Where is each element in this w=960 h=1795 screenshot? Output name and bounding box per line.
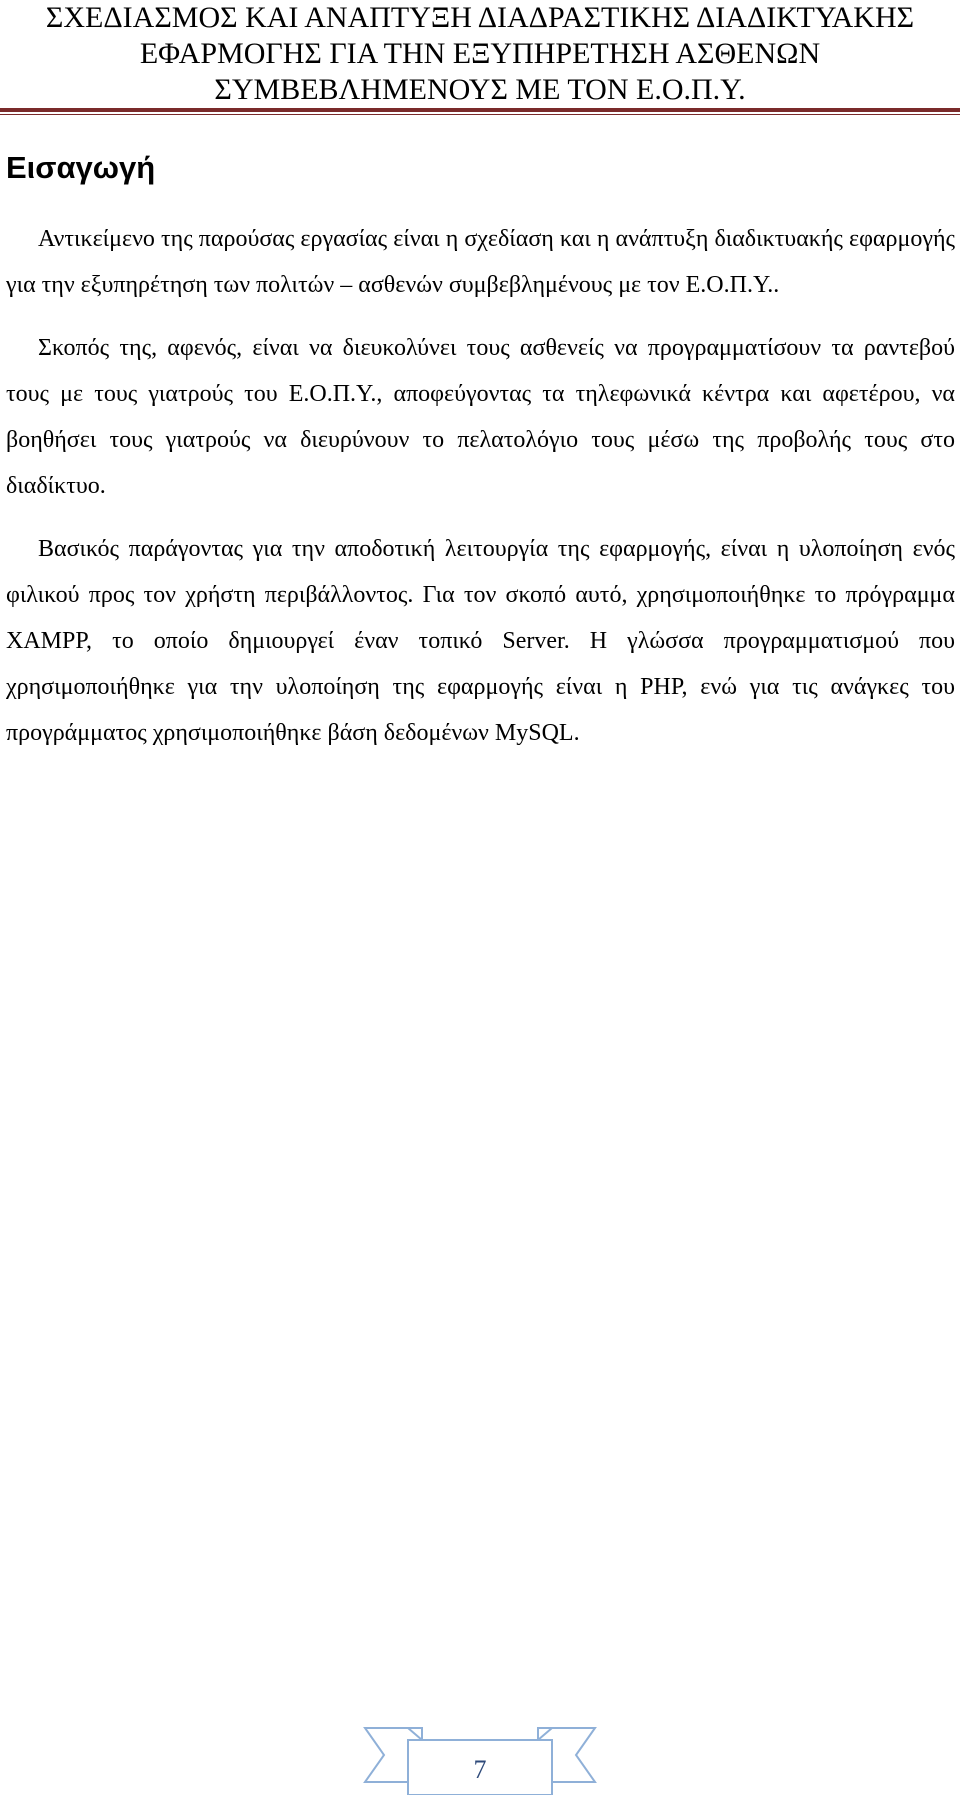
page-number-ribbon bbox=[362, 1720, 598, 1795]
page-number: 7 bbox=[473, 1755, 487, 1784]
page-header bbox=[0, 0, 960, 108]
paragraph-implementation: Βασικός παράγοντας για την αποδοτική λειτουργία της εφαρμογής, είναι η υλοποίηση ενός φιλικού προς τον χρήστη περιβάλλοντος. Για τον σκοπό αυτό, χρησιμοποιήθηκε το πρόγραμμα XAMPP, το οποίο δημιουργεί έναν τοπικό Server. Η γλώσσα προγραμματισμού που χρησιμοποιήθηκε για την υλοποίηση της εφαρμογής είναι η PHP, ενώ για τις ανάγκες του προγράμματος χρησιμοποιήθηκε βάση δεδομένων MySQL. bbox=[6, 536, 955, 746]
header-divider-thin bbox=[0, 114, 960, 115]
header-title-line-3: ΣΥΜΒΕΒΛΗΜΕΝΟΥΣ ΜΕ ΤΟΝ Ε.Ο.Π.Υ. bbox=[214, 73, 746, 106]
paragraph-objective: Αντικείμενο της παρούσας εργασίας είναι η σχεδίαση και η ανάπτυξη διαδικτυακής εφαρμογής για την εξυπηρέτηση των πολιτών – ασθενών συμβεβλημένους με τον Ε.Ο.Π.Υ.. bbox=[6, 226, 955, 298]
section-heading: Εισαγωγή bbox=[6, 150, 156, 185]
header-title-line-1: ΣΧΕΔΙΑΣΜΟΣ ΚΑΙ ΑΝΑΠΤΥΞΗ ΔΙΑΔΡΑΣΤΙΚΗΣ ΔΙΑΔΙΚΤΥΑΚΗΣ bbox=[45, 1, 915, 34]
paragraph-purpose: Σκοπός της, αφενός, είναι να διευκολύνει τους ασθενείς να προγραμματίσουν τα ραντεβού τους με τους γιατρούς του Ε.Ο.Π.Υ., αποφεύγοντας τα τηλεφωνικά κέντρα και αφετέρου, να βοηθήσει τους γιατρούς να διευρύνουν το πελατολόγιο τους μέσω της προβολής τους στο διαδίκτυο. bbox=[6, 335, 955, 499]
header-title-line-2: ΕΦΑΡΜΟΓΗΣ ΓΙΑ ΤΗΝ ΕΞΥΠΗΡΕΤΗΣΗ ΑΣΘΕΝΩΝ bbox=[139, 37, 821, 70]
body-text bbox=[6, 216, 955, 773]
header-divider-thick bbox=[0, 108, 960, 112]
